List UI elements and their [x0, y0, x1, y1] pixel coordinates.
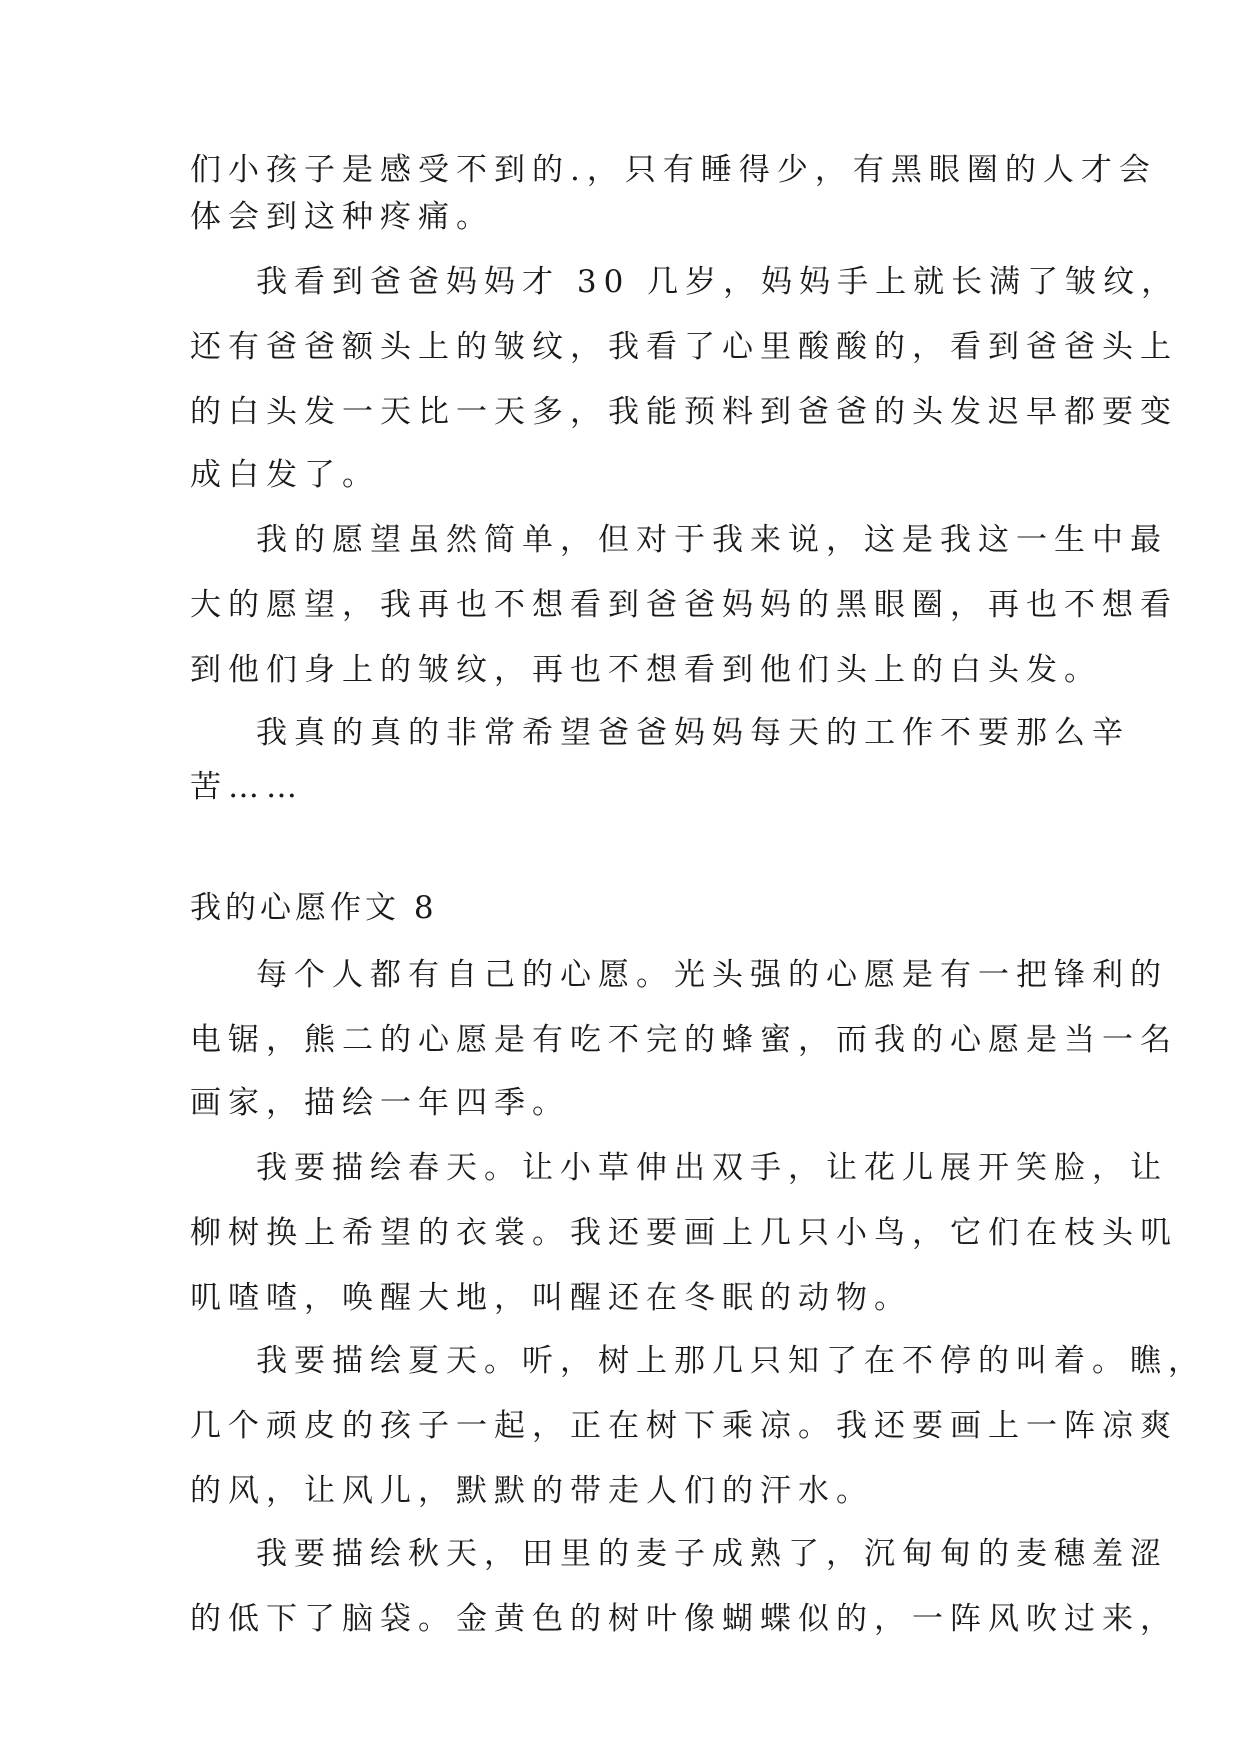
text-line: 苦……	[190, 769, 304, 805]
text-line: 我要描绘夏天。听，树上那几只知了在不停的叫着。瞧，	[256, 1343, 1206, 1379]
text-line: 几个顽皮的孩子一起，正在树下乘凉。我还要画上一阵凉爽	[190, 1408, 1178, 1444]
text-line: 画家，描绘一年四季。	[190, 1085, 570, 1121]
text-line: 电锯，熊二的心愿是有吃不完的蜂蜜，而我的心愿是当一名	[190, 1022, 1178, 1058]
text-line: 体会到这种疼痛。	[190, 199, 494, 235]
text-line: 叽喳喳，唤醒大地，叫醒还在冬眠的动物。	[190, 1280, 912, 1316]
text-line: 们小孩子是感受不到的.，只有睡得少，有黑眼圈的人才会	[190, 152, 1157, 188]
text-line: 的风，让风儿，默默的带走人们的汗水。	[190, 1473, 874, 1509]
text-line: 成白发了。	[190, 457, 380, 493]
text-line: 我要描绘春天。让小草伸出双手，让花儿展开笑脸，让	[256, 1150, 1168, 1186]
text-line: 我真的真的非常希望爸爸妈妈每天的工作不要那么辛	[256, 715, 1130, 751]
text-line: 还有爸爸额头上的皱纹，我看了心里酸酸的，看到爸爸头上	[190, 329, 1178, 365]
text-line: 柳树换上希望的衣裳。我还要画上几只小鸟，它们在枝头叽	[190, 1215, 1178, 1251]
text-line: 的低下了脑袋。金黄色的树叶像蝴蝶似的，一阵风吹过来，	[190, 1601, 1178, 1637]
text-line: 每个人都有自己的心愿。光头强的心愿是有一把锋利的	[256, 957, 1168, 993]
text-line: 我的愿望虽然简单，但对于我来说，这是我这一生中最	[256, 522, 1168, 558]
text-line: 大的愿望，我再也不想看到爸爸妈妈的黑眼圈，再也不想看	[190, 587, 1178, 623]
text-line: 的白头发一天比一天多，我能预料到爸爸的头发迟早都要变	[190, 394, 1178, 430]
text-line: 到他们身上的皱纹，再也不想看到他们头上的白头发。	[190, 652, 1102, 688]
text-line: 我看到爸爸妈妈才 30 几岁，妈妈手上就长满了皱纹，	[256, 264, 1180, 300]
text-line: 我要描绘秋天，田里的麦子成熟了，沉甸甸的麦穗羞涩	[256, 1536, 1168, 1572]
essay-title: 我的心愿作文 8	[190, 890, 438, 926]
